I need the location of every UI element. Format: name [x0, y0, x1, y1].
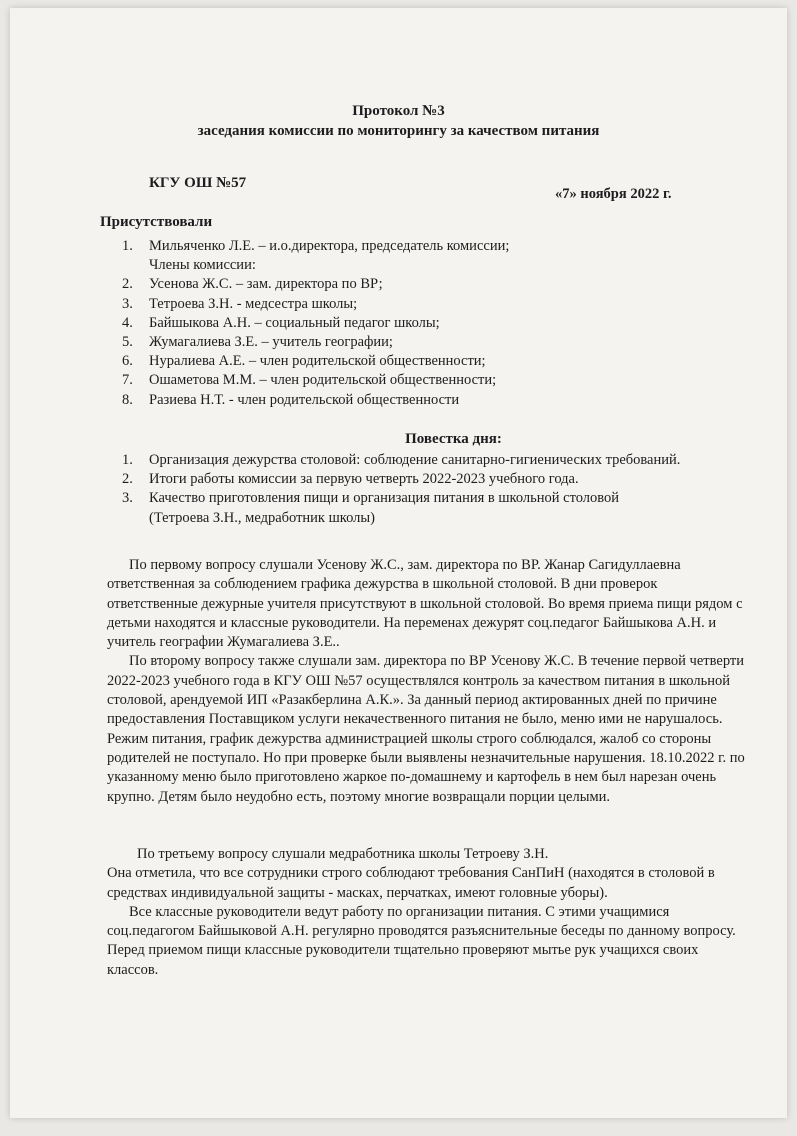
list-item [122, 237, 722, 256]
list-item [122, 295, 722, 314]
list-number: 8. [122, 391, 133, 408]
paragraph: По первому вопросу слушали Усенову Ж.С., зам. директора по ВР. Жанар Сагидуллаевна ответственная за соблюдением графика дежурства в школьной столовой. В дни проверок ответственные дежурные учителя присутствуют в школьной столовой. Во время приема пищи рядом с детьми находятся и классные руководители. На переменах дежурят соц.педагог Байшыкова А.Н. и учитель географии Жумагалиева З.Е.. [107, 557, 743, 651]
body-section-1 [107, 556, 747, 807]
list-item [122, 391, 722, 410]
organization-name: КГУ ОШ №57 [149, 175, 247, 191]
list-text: Качество приготовления пищи и организация питания в школьной столовой (Тетроева З.Н., медработник школы) [149, 490, 620, 526]
list-item [122, 352, 722, 371]
agenda-list [122, 451, 682, 528]
list-item [122, 451, 682, 470]
list-number: 1. [122, 238, 133, 254]
list-text: Усенова Ж.С. – зам. директора по ВР; [149, 276, 383, 293]
document-title: Протокол №3 [352, 103, 445, 119]
paragraph: По третьему вопросу слушали медработника школы Тетроеву З.Н. [137, 846, 549, 862]
present-heading: Присутствовали [100, 214, 213, 230]
paragraph: По второму вопросу также слушали зам. директора по ВР Усенову Ж.С. В течение первой четверти 2022-2023 учебного года в КГУ ОШ №57 осуществлялся контроль за качеством питания в школьной столовой, арендуемой ИП «Разакберлина А.К.». За данный период актированных дней по причине предоставления Поставщиком услуги некачественного питания не было, меню ими не нарушалось. Режим питания, график дежурства администрацией школы строго соблюдался, жалоб со стороны родителей не поступало. Но при проверке были выявлены незначительные нарушения. 18.10.2022 г. по указанному меню было приготовлено жаркое по-домашнему и картофель в нем был нарезан очень крупно. Детям было неудобно есть, поэтому многие возвращали порции целыми. [107, 653, 745, 805]
list-number: 2. [122, 471, 133, 488]
document-subtitle: заседания комиссии по мониторингу за качеством питания [197, 123, 600, 139]
list-text: Нуралиева А.Е. – член родительской общественности; [149, 353, 486, 370]
list-text: Организация дежурства столовой: соблюдение санитарно-гигиенических требований. [149, 452, 681, 468]
list-text: Жумагалиева З.Е. – учитель географии; [149, 334, 393, 351]
list-number: 3. [122, 295, 133, 312]
list-number: 3. [122, 490, 133, 507]
list-number: 1. [122, 452, 133, 468]
list-text: Разиева Н.Т. - член родительской общественности [149, 391, 460, 408]
document-page [10, 8, 787, 1118]
list-text: Тетроева З.Н. - медсестра школы; [149, 295, 358, 312]
list-number: 4. [122, 314, 133, 331]
paragraph: Она отметила, что все сотрудники строго соблюдают требования СанПиН (находятся в столовой в средствах индивидуальной защиты - масках, перчатках, имеют головные уборы). [107, 865, 715, 901]
list-item [122, 371, 722, 390]
list-item [122, 275, 722, 294]
list-text: Мильяченко Л.Е. – и.о.директора, председатель комиссии; [149, 238, 510, 254]
list-number: 7. [122, 372, 133, 389]
paragraph: Все классные руководители ведут работу по организации питания. С этими учащимися соц.педагогом Байшыковой А.Н. регулярно проводятся разъяснительные беседы по данному вопросу. Перед приемом пищи классные руководители тщательно проверяют мытье рук учащихся своих классов. [107, 903, 736, 978]
agenda-heading: Повестка дня: [405, 431, 502, 447]
list-number: 6. [122, 353, 133, 370]
list-number: 2. [122, 276, 133, 293]
body-section-2 [107, 845, 747, 980]
attendees-list [122, 237, 722, 410]
list-number: 5. [122, 334, 133, 351]
list-text: Итоги работы комиссии за первую четверть 2022-2023 учебного года. [149, 471, 579, 488]
list-item [122, 333, 722, 352]
list-item [122, 314, 722, 333]
list-item [122, 470, 682, 489]
members-label: Члены комиссии: [149, 257, 256, 274]
document-date: «7» ноября 2022 г. [555, 186, 672, 202]
list-text: Байшыкова А.Н. – социальный педагог школы; [149, 314, 440, 331]
list-text: Ошаметова М.М. – член родительской общественности; [149, 372, 497, 389]
list-item [122, 489, 682, 527]
